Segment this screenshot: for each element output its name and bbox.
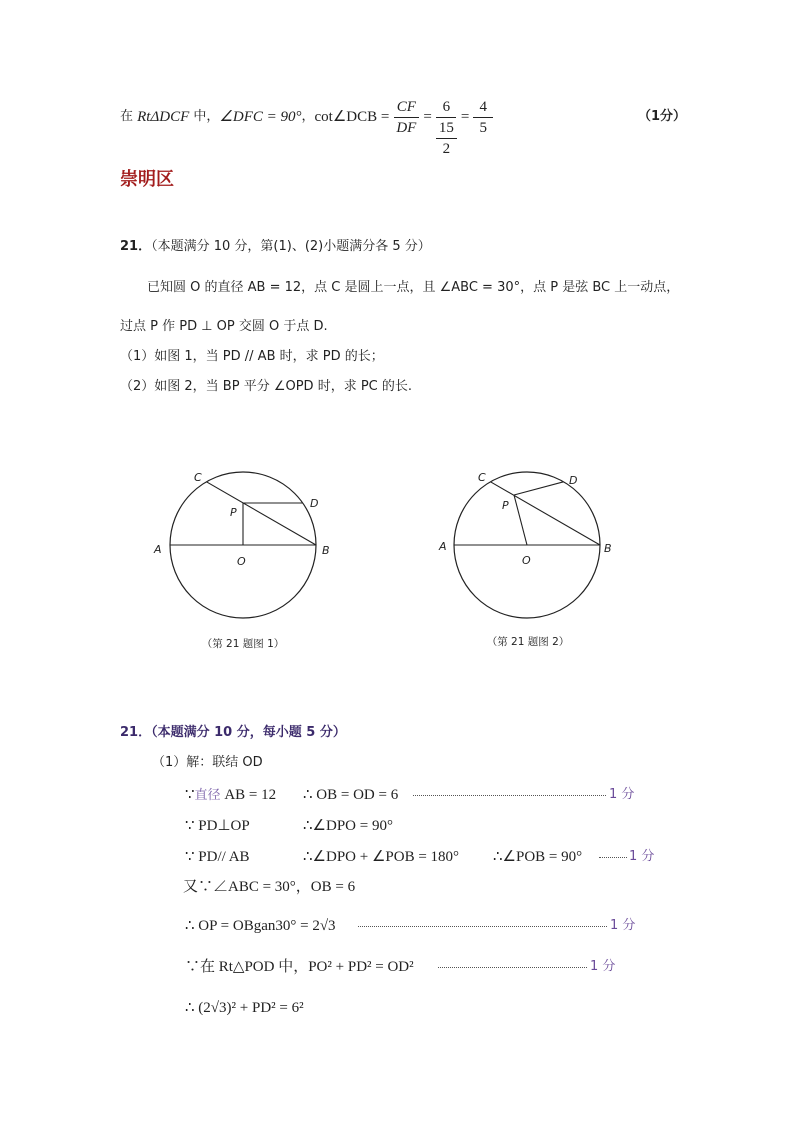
point-label-b: B	[322, 544, 330, 557]
fraction-denominator: 2	[442, 141, 451, 157]
solution-header: 21．（本题满分 10 分，每小题 5 分）	[120, 725, 346, 740]
dotted-leader	[358, 926, 607, 927]
point-label-p: P	[230, 506, 237, 519]
point-label-o: O	[237, 555, 246, 568]
solution-row-2-given: ∵ PD⊥OP	[185, 818, 250, 834]
district-heading: 崇明区	[120, 169, 174, 190]
question-stem-line-2: 过点 P 作 PD ⊥ OP 交圆 O 于点 D.	[120, 319, 328, 334]
solution-part-1-intro: （1）解：联结 OD	[152, 755, 263, 770]
previous-answer-line	[120, 97, 497, 159]
question-score-info: （本题满分 10 分，第(1)、(2)小题满分各 5 分）	[151, 239, 431, 254]
dotted-leader	[599, 857, 627, 858]
point-label-d: D	[310, 497, 319, 510]
triangle-name: RtΔDCF	[137, 109, 190, 125]
dotted-leader	[438, 967, 587, 968]
figure-caption: （第 21 题图 2）	[486, 636, 570, 648]
figure-2	[424, 460, 624, 660]
because-symbol: ∵	[185, 787, 195, 803]
question-part-1: （1）如图 1，当 PD // AB 时，求 PD 的长；	[120, 349, 384, 364]
score-mark: 1 分	[610, 918, 636, 933]
fraction-result	[473, 97, 493, 138]
score-mark: （1分）	[638, 109, 687, 124]
fraction-numerator: 15	[436, 118, 457, 139]
figure-caption: （第 21 题图 1）	[201, 638, 285, 650]
segment-pd	[514, 482, 564, 495]
fraction-compound	[436, 97, 457, 159]
point-label-p: P	[502, 499, 509, 512]
point-label-o: O	[522, 554, 531, 567]
fraction-numerator: 6	[436, 97, 456, 118]
solution-row-7: ∴ (2√3)² + PD² = 6²	[185, 1000, 304, 1016]
solution-row-3-extra: ∴∠POB = 90°	[493, 849, 583, 865]
solution-row-6: ∵在 Rt△POD 中，PO² + PD² = OD²	[185, 959, 414, 975]
question-stem-line-1: 已知圆 O 的直径 AB = 12，点 C 是圆上一点，且 ∠ABC = 30°，点 P 是弦 BC 上一动点，	[147, 280, 680, 295]
given-expression: AB = 12	[220, 787, 277, 803]
chord-bc	[491, 482, 601, 545]
point-label-c: C	[478, 471, 486, 484]
text-comma: ，	[301, 109, 315, 124]
dotted-leader	[413, 795, 606, 796]
fraction-denominator: 5	[479, 120, 488, 136]
text-mid: 中，	[189, 109, 220, 124]
equals-sign: =	[423, 109, 432, 125]
figure-1	[140, 460, 340, 660]
solution-row-3-given: ∵ PD// AB	[185, 849, 250, 865]
point-label-d: D	[569, 474, 578, 487]
score-mark: 1 分	[609, 787, 635, 802]
fraction-numerator: 4	[473, 97, 493, 118]
fraction-nested-denominator	[436, 118, 457, 159]
text-prefix: 在	[120, 109, 138, 124]
point-label-a: A	[154, 543, 162, 556]
score-mark: 1 分	[590, 959, 616, 974]
fraction-denominator: DF	[396, 120, 417, 136]
solution-row-2-conclusion: ∴∠DPO = 90°	[303, 818, 393, 834]
chord-bc	[207, 482, 317, 545]
angle-expression: ∠DFC = 90°	[219, 109, 302, 125]
question-header	[120, 237, 431, 257]
solution-row-1-given	[185, 785, 276, 806]
fraction-numerator: CF	[394, 97, 419, 118]
fraction-cf-df	[393, 97, 419, 138]
question-part-2: （2）如图 2，当 BP 平分 ∠OPD 时，求 PC 的长.	[120, 379, 413, 394]
point-label-c: C	[194, 471, 202, 484]
solution-row-1-conclusion: ∴ OB = OD = 6	[303, 787, 399, 803]
point-label-a: A	[439, 540, 447, 553]
solution-row-5: ∴ OP = OBgan30° = 2√3	[185, 918, 336, 934]
solution-row-4: 又∵∠ABC = 30°，OB = 6	[183, 879, 356, 895]
question-number: 21．	[120, 239, 152, 254]
solution-row-3-conclusion: ∴∠DPO + ∠POB = 180°	[303, 849, 460, 865]
keyword-diameter: 直径	[194, 788, 221, 803]
point-label-b: B	[604, 542, 612, 555]
score-mark: 1 分	[629, 849, 655, 864]
equals-sign: =	[460, 109, 470, 125]
segment-op	[514, 495, 527, 545]
cot-expression: cot∠DCB =	[314, 109, 390, 125]
